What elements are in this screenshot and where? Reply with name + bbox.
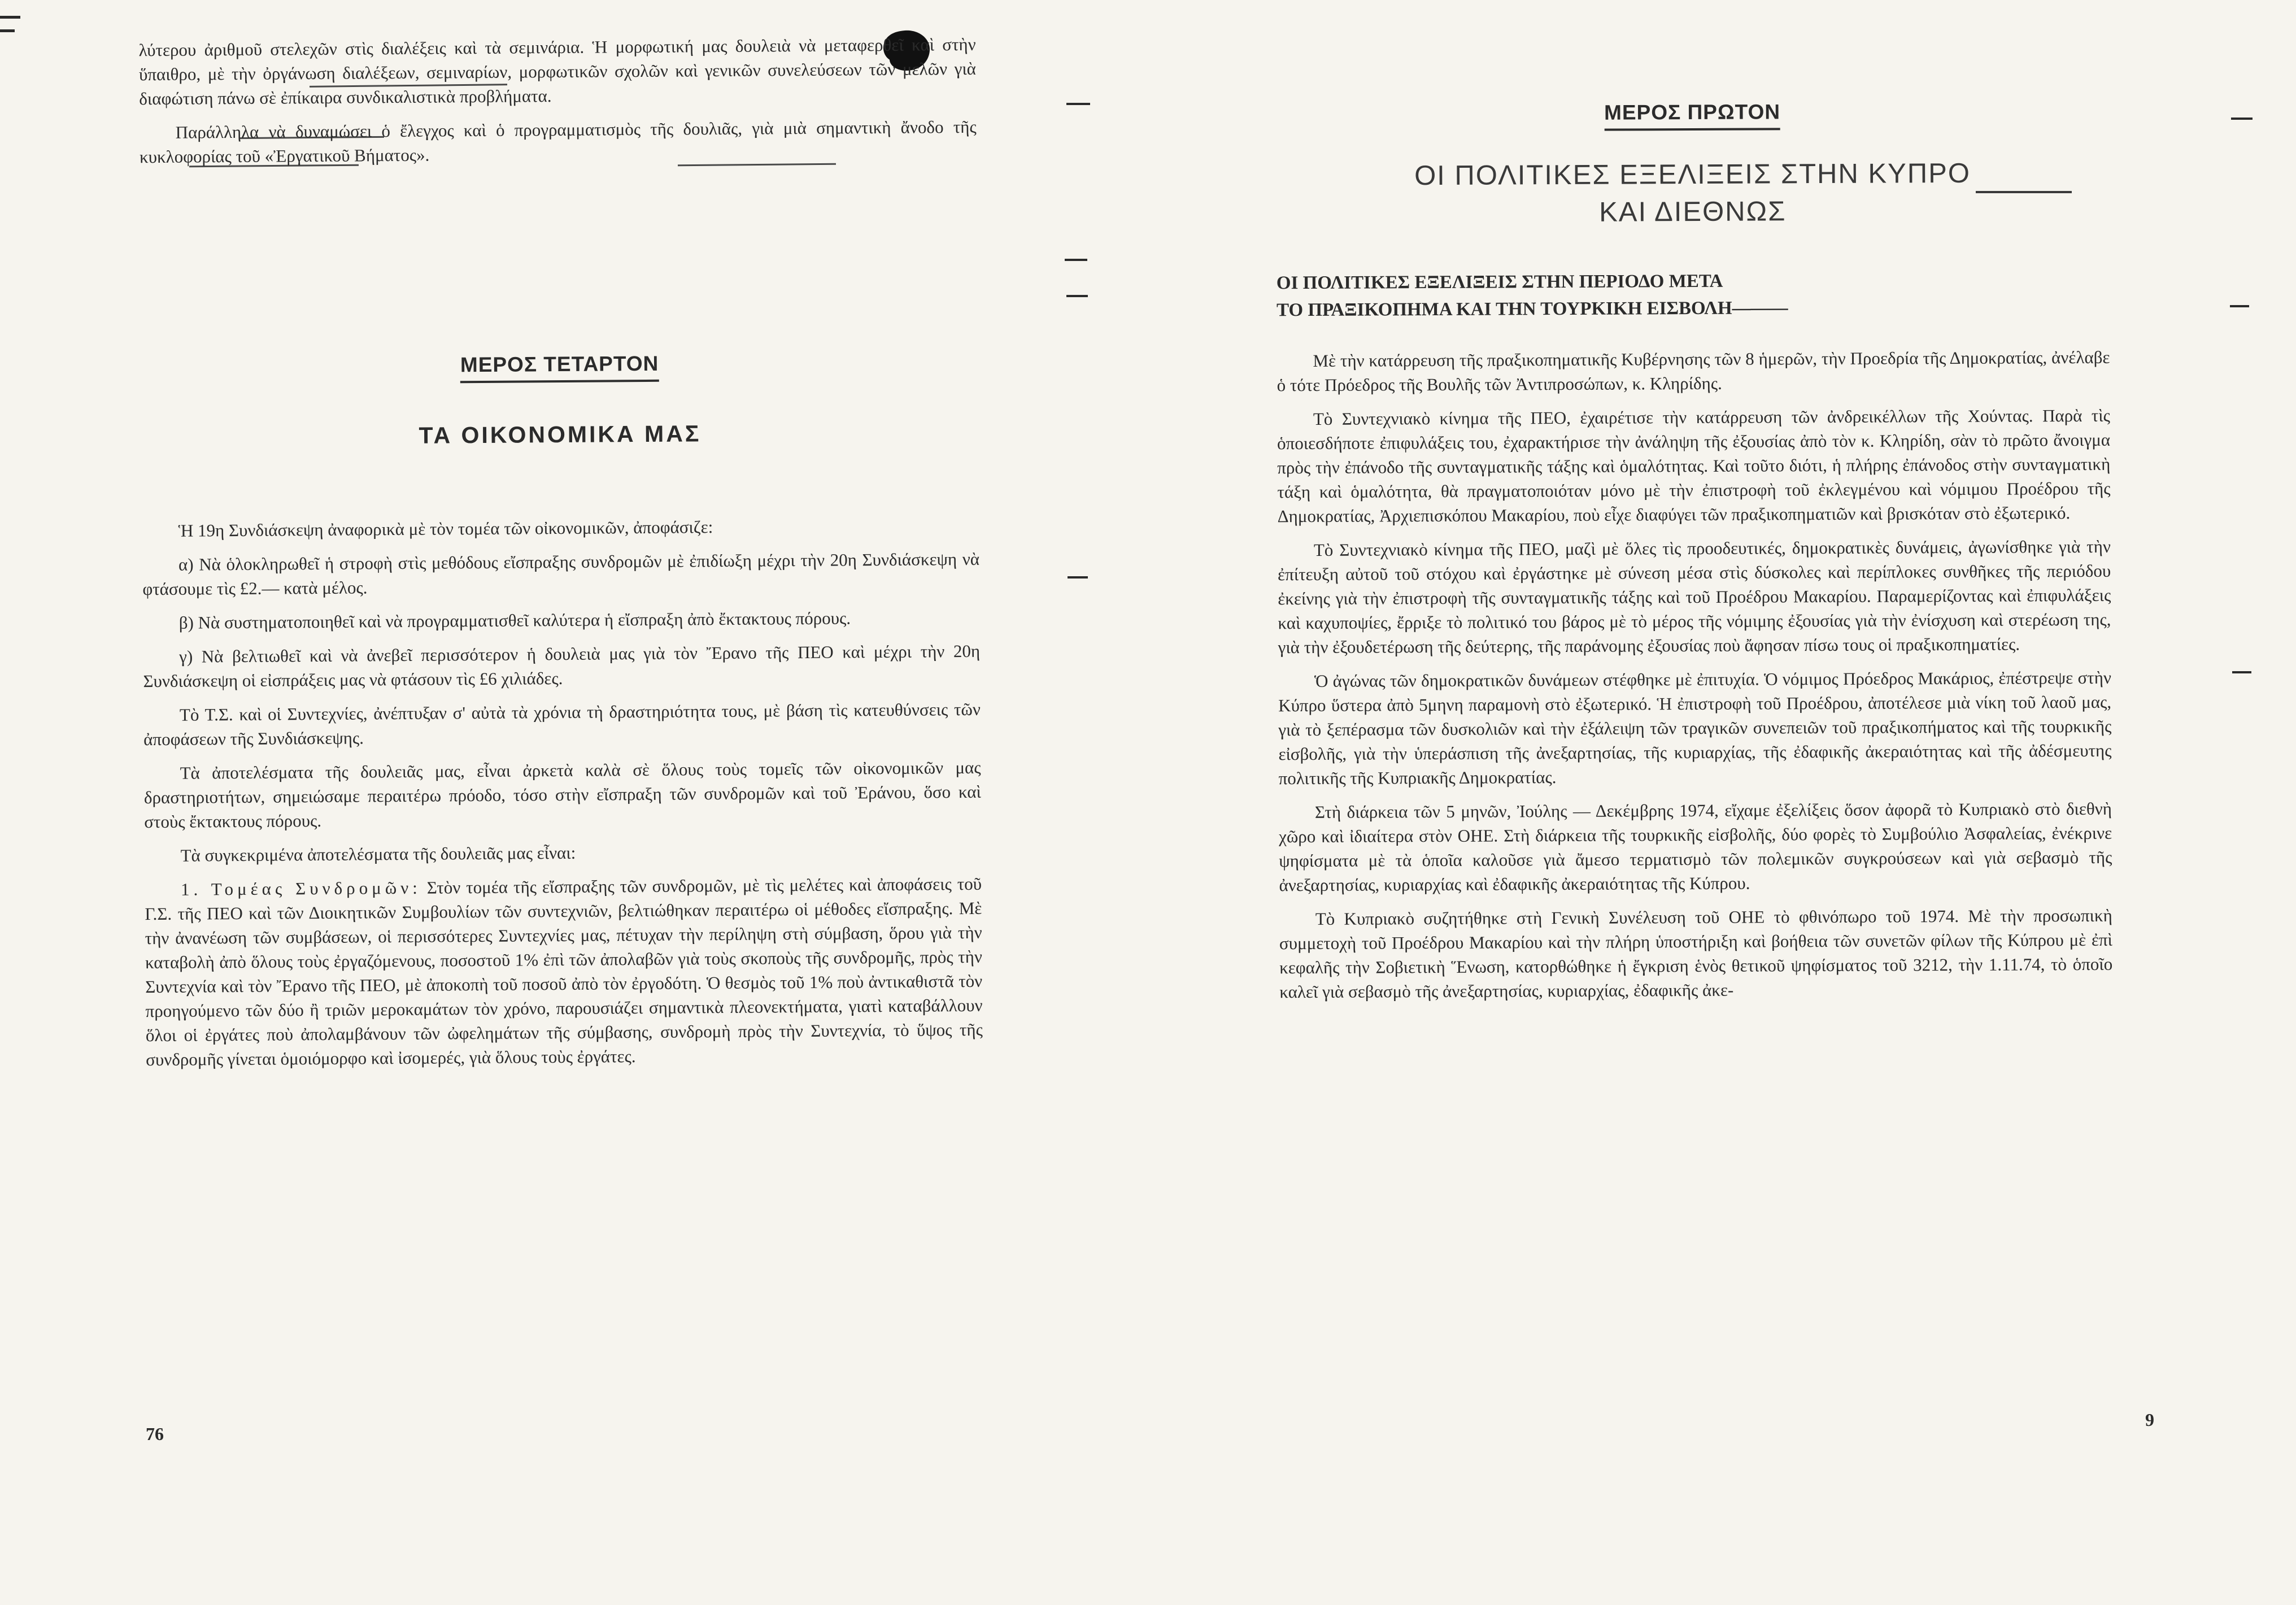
part-heading — [141, 350, 978, 379]
scan-mark — [1066, 295, 1088, 297]
body-paragraph: Ἡ 19η Συνδιάσκεψη ἀναφορικὰ μὲ τὸν τομέα τῶν οἰκονομικῶν, ἀποφάσιζε: — [178, 517, 713, 541]
body-paragraph: Ὁ ἀγώνας τῶν δημοκρατικῶν δυνάμεων στέφθηκε μὲ ἐπιτυχία. Ὁ νόμιμος Πρόεδρος Μακάριος, ἐπέστρεψε στὴν Κύπρο ὕστερα ἀπὸ 5μηνη παραμονὴ στὸ ἐξωτερικό. Ἡ ἐπιστροφὴ τοῦ Προέδρου, ἀποτέλεσε μιὰ νίκη τοῦ λαοῦ μας, γιὰ τὸ ξεπέρασμα τῶν δυσκολιῶν καὶ τὴν ἐξάλειψη τῶν τραγικῶν συνεπειῶν τοῦ πραξικοπήματος καὶ τῆς τουρκικῆς εἰσβολῆς, γιὰ τὴν ὑπεράσπιση τῆς ἀνεξαρτησίας, τῆς κυριαρχίας, τῆς ἐδαφικῆς ἀκεραιότητας καὶ τῆς ἀδέσμευτης πολιτικῆς τῆς Κυπριακῆς Δημοκρατίας. — [1278, 667, 2112, 789]
numbered-section-lead: 1. Τομέας Συνδρομῶν: — [180, 877, 421, 899]
body-paragraph: Τὸ Συντεχνιακὸ κίνημα τῆς ΠΕΟ, μαζὶ μὲ ὅλες τὶς προοδευτικές, δημοκρατικὲς δυνάμεις, ἀγωνίσθηκε γιὰ τὴν ἐπίτευξη αὐτοῦ τοῦ στόχου καὶ ἐργάστηκε μὲ σύνεση μέσα στὶς δύσκολες καὶ περίπλοκες συνθῆκες τῆς περιόδου ἐκείνης γιὰ τὴν ἐπιστροφὴ τῆς συνταγματικῆς τάξης καὶ τοῦ Προέδρου Μακαρίου. Παραμερίζοντας καὶ ἐπιφυλάξεις καὶ καχυποψίες, ἔρριξε τὸ πολιτικό του βάρος μὲ τὸ μέρος τῆς νόμιμης ἐξουσίας γιὰ τὴν ἐνίσχυση καὶ στερέωση της, γιὰ τὴν ἐξουδετέρωση τῆς δεύτερης, τῆς παράνομης ἐξουσίας ποὺ ἄφησαν πίσω τους οἱ πραξικοπηματίες. — [1278, 536, 2111, 658]
section-heading-line2: ΤΟ ΠΡΑΞΙΚΟΠΗΜΑ ΚΑΙ ΤΗΝ ΤΟΥΡΚΙΚΗ ΕΙΣΒΟΛΗ——— — [1276, 298, 1788, 321]
section-heading — [1276, 266, 2110, 324]
chapter-title-line2: ΚΑΙ ΔΙΕΘΝΩΣ — [1599, 196, 1787, 228]
left-page-body — [142, 513, 983, 1072]
body-paragraph: Τὸ Κυπριακὸ συζητήθηκε στὴ Γενικὴ Συνέλευση τοῦ ΟΗΕ τὸ φθινόπωρο τοῦ 1974. Μὲ τὴν προσωπικὴ συμμετοχὴ τοῦ Προέδρου Μακαρίου καὶ τὴν πλήρη ὑποστήριξη καὶ βοήθεια τῶν συνετῶν φίλων τῆς Κύπρου μὲ ἐπὶ κεφαλῆς τὴν Σοβιετικὴ Ἕνωση, κατορθώθηκε ἡ ἔγκριση ἑνὸς θετικοῦ ψηφίσματος τοῦ 3212, τὴν 1.11.74, τὸ ὁποῖο καλεῖ γιὰ σεβασμὸ τῆς ἀνεξαρτησίας, κυριαρχίας, ἐδαφικῆς ἀκε- — [1279, 905, 2113, 1002]
scan-mark — [2231, 118, 2253, 120]
part-heading-text: ΜΕΡΟΣ ΠΡΩΤΟΝ — [1604, 100, 1780, 131]
body-paragraph: Τὸ Τ.Σ. καὶ οἱ Συντεχνίες, ἀνέπτυξαν σ' αὐτὰ τὰ χρόνια τὴ δραστηριότητα τους, μὲ βάση τὶς κατευθύνσεις τῶν ἀποφάσεων τῆς Συνδιάσκεψης. — [143, 699, 981, 750]
part-heading-text: ΜΕΡΟΣ ΤΕΤΑΡΤΟΝ — [460, 352, 659, 383]
section-heading-line1: ΟΙ ΠΟΛΙΤΙΚΕΣ ΕΞΕΛΙΞΕΙΣ ΣΤΗΝ ΠΕΡΙΟΔΟ ΜΕΤΑ — [1276, 271, 1723, 294]
chapter-title — [1276, 154, 2110, 232]
numbered-section-paragraph — [145, 872, 983, 1072]
scan-mark — [1068, 576, 1088, 579]
body-paragraph: Τὰ ἀποτελέσματα τῆς δουλειᾶς μας, εἶναι ἀρκετὰ καλὰ σὲ ὅλους τοὺς τομεῖς τῶν οἰκονομικῶν μας δραστηριοτήτων, σημειώσαμε περαιτέρω πρόοδο, τόσο στὴν εἴσπραξη τῶν συνδρομῶν καὶ τοῦ Ἐράνου, ὅσο καὶ στοὺς ἔκτακτους πόρους. — [143, 757, 982, 832]
body-paragraph: β) Νὰ συστηματοποιηθεῖ καὶ νὰ προγραμματισθεῖ καλύτερα ἡ εἴσπραξη ἀπὸ ἔκτακτους πόρους. — [178, 608, 851, 633]
scan-mark — [1066, 103, 1090, 105]
scan-mark — [0, 16, 20, 19]
body-paragraph: Μὲ τὴν κατάρρευση τῆς πραξικοπηματικῆς Κυβέρνησης τῶν 8 ἡμερῶν, τὴν Προεδρία τῆς Δημοκρατίας, ἀνέλαβε ὁ τότε Πρόεδρος τῆς Βουλῆς τῶν Ἀντιπροσώπων, κ. Κληρίδης. — [1276, 347, 2110, 395]
part-heading — [1275, 99, 2108, 126]
right-page — [1275, 99, 2112, 1014]
left-page — [139, 32, 983, 1081]
scan-mark — [2230, 305, 2249, 307]
right-page-body — [1276, 345, 2112, 1004]
scan-mark — [1065, 259, 1087, 261]
body-paragraph: Στὴ διάρκεια τῶν 5 μηνῶν, Ἰούλης — Δεκέμβρης 1974, εἴχαμε ἐξελίξεις ὅσον ἀφορᾶ τὸ Κυπριακὸ στὸ διεθνὴ χῶρο καὶ ἰδιαίτερα στὸν ΟΗΕ. Στὴ διάρκεια τῆς τουρκικῆς εἰσβολῆς, δύο φορὲς τὸ Συμβούλιο Ἀσφαλείας, ἐνέκρινε ψηφίσματα μὲ τὰ ὁποῖα καλοῦσε γιὰ ἄμεσο τερματισμὸ τῶν πολεμικῶν συγκρούσεων καὶ γιὰ σεβασμὸ τῆς ἀνεξαρτησίας, κυριαρχίας καὶ ἐδαφικῆς ἀκεραιότητας τῆς Κύπρου. — [1279, 798, 2112, 895]
body-paragraph: α) Νὰ ὁλοκληρωθεῖ ἡ στροφὴ στὶς μεθόδους εἴσπραξης συνδρομῶν μὲ ἐπιδίωξη μέχρι τὴν 20η Συνδιάσκεψη νὰ φτάσουμε τὶς £2.— κατὰ μέλος. — [142, 549, 980, 599]
body-paragraph: Τὰ συγκεκριμένα ἀποτελέσματα τῆς δουλειᾶς μας εἶναι: — [180, 842, 576, 865]
scan-mark — [0, 29, 15, 32]
numbered-section-text: Στὸν τομέα τῆς εἴσπραξης τῶν συνδρομῶν, μὲ τὶς μελέτες καὶ ἀποφάσεις τοῦ Γ.Σ. τῆς ΠΕΟ καὶ τῶν Διοικητικῶν Συμβουλίων τῶν συντεχνιῶν, βελτιώθηκαν περαιτέρω οἱ μέθοδες εἴσπραξης. Μὲ τὴν ἀνανέωση τῶν συμβάσεων, οἱ περισσότερες Συντεχνίες μας, πέτυχαν τὴν περίληψη στὴ σύμβαση, ὅρου γιὰ τὴν καταβολὴ ἀπὸ ὅλους τοὺς ἐργαζόμενους, ποσοστοῦ 1% ἐπὶ τῶν ἀπολαβῶν γιὰ τοὺς σκοποὺς τῆς συνδρομῆς, πρὸς τὴν Συντεχνία καὶ τὸν Ἔρανο τῆς ΠΕΟ, μὲ ἀποκοπὴ τοῦ ποσοῦ ἀπὸ τὸν ἐργοδότη. Ὁ θεσμὸς τοῦ 1% ποὺ ἀντικαθιστᾶ τὸν προηγούμενο τῶν δύο ἢ τριῶν μεροκαμάτων τὸν χρόνο, παρουσιάζει σημαντικὰ πλεονεκτήματα, γιατὶ καταβάλλουν ὅλοι οἱ ἐργάτες ποὺ ἀπολαμβάνουν τῶν ὠφελημάτων τῆς σύμβασης, συνδρομὴ πρὸς τὴν Συντεχνία, τὸ ὕψος τῆς συνδρομῆς γίνεται ὁμοιόμορφο καὶ ἰσομερές, γιὰ ὅλους τοὺς ἐργάτες. — [145, 873, 983, 1070]
continuation-paragraph: λύτερου ἀριθμοῦ στελεχῶν στὶς διαλέξεις καὶ τὰ σεμινάρια. Ἡ μορφωτική μας δουλειὰ νὰ μεταφερθεῖ καὶ στὴν ὕπαιθρο, μὲ τὴν ὀργάνωση διαλέξεων, σεμιναρίων, μορφωτικῶν σχολῶν καὶ γενικῶν συνελεύσεων τῶν μελῶν γιὰ διαφώτιση πάνω σὲ ἐπίκαιρα συνδικαλιστικὰ προβλήματα. — [138, 34, 977, 109]
page-number-left: 76 — [146, 1424, 164, 1444]
scan-mark — [2232, 671, 2251, 673]
section-title: ΤΑ ΟΙΚΟΝΟΜΙΚΑ ΜΑΣ — [419, 420, 702, 449]
page-number-right: 9 — [2145, 1410, 2154, 1430]
body-paragraph: Τὸ Συντεχνιακὸ κίνημα τῆς ΠΕΟ, ἐχαιρέτισε τὴν κατάρρευση τῶν ἀνδρεικέλλων τῆς Χούντας. Παρὰ τὶς ὁποιεσδήποτε ἐπιφυλάξεις του, ἐχαρακτήρισε τὴν ἀνάληψη τῆς ἐξουσίας ἀπὸ τὸν κ. Κληρίδη, σὰν τὸ πρῶτο ἄνοιγμα πρὸς τὴν ἐπάνοδο τῆς συνταγματικῆς τάξης καὶ ὁμαλότητας. Καὶ τοῦτο διότι, ἡ πλήρης ἐπάνοδος στὴν συνταγματικὴ τάξη καὶ ὁμαλότητα, θὰ πραγματοποιόταν μόνο μὲ τὴν ἐπιστροφὴ τοῦ ἐκλεγμένου καὶ νόμιμου Προέδρου τῆς Δημοκρατίας, Ἀρχιεπισκόπου Μακαρίου, ποὺ εἶχε διαφύγει τῶν πραξικοπηματιῶν καὶ βρισκόταν στὸ ἐξωτερικό. — [1277, 405, 2111, 527]
body-paragraph: γ) Νὰ βελτιωθεῖ καὶ νὰ ἀνεβεῖ περισσότερον ἡ δουλειὰ μας γιὰ τὸν Ἔρανο τῆς ΠΕΟ καὶ μέχρι τὴν 20η Συνδιάσκεψη οἱ εἰσπράξεις μας νὰ φτάσουν τὶς £6 χιλιάδες. — [143, 641, 981, 691]
chapter-title-line1: ΟΙ ΠΟΛΙΤΙΚΕΣ ΕΞΕΛΙΞΕΙΣ ΣΤΗΝ ΚΥΠΡΟ — [1414, 158, 1971, 192]
continuation-paragraph: Παράλληλα νὰ δυναμώσει ὁ ἔλεγχος καὶ ὁ προγραμματισμὸς τῆς δουλιᾶς, γιὰ μιὰ σημαντικὴ ἄνοδο τῆς κυκλοφορίας τοῦ «Ἐργατικοῦ Βήματος». — [139, 116, 977, 167]
